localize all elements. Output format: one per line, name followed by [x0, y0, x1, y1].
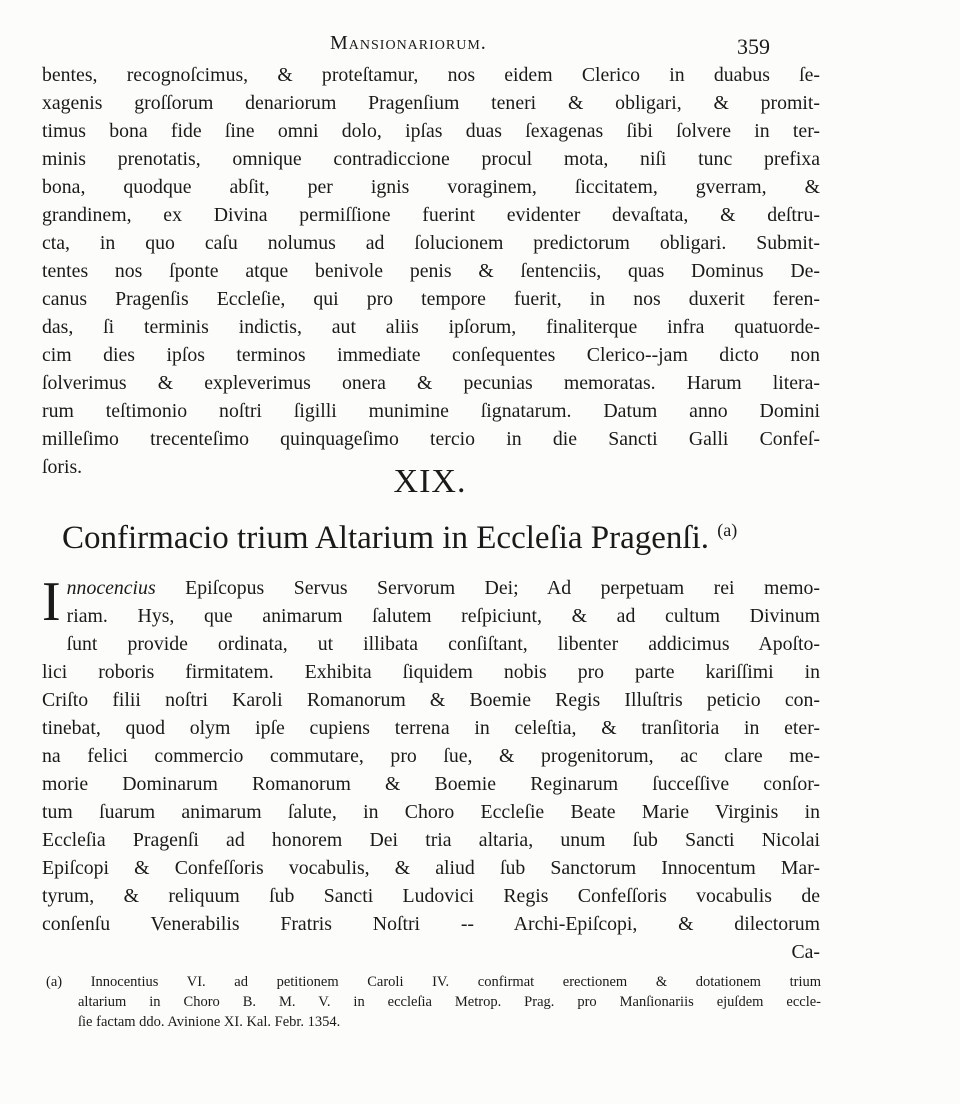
text-line: ſoris. — [42, 456, 83, 478]
document-paragraph — [42, 571, 820, 966]
footnote-line: ſie factam ddo. Avinione XI. Kal. Febr. 1354. — [78, 1014, 341, 1030]
text-line: grandinem, ex Divina permiſſione fuerint evidenter devaſtata, & deſtru- — [42, 204, 820, 226]
text-line: timus bona fide ſine omni dolo, ipſas duas ſexagenas ſibi ſolvere in ter- — [42, 120, 820, 142]
running-head: Mansionariorum. — [330, 32, 487, 54]
catchword: Ca- — [791, 941, 820, 963]
continued-paragraph — [42, 61, 820, 481]
text-line: rum teſtimonio noſtri ſigilli munimine ſignatarum. Datum anno Domini — [42, 400, 820, 422]
text-line: ſolverimus & expleverimus onera & pecunias memoratas. Harum litera- — [42, 372, 820, 394]
text-line: na felici commercio commutare, pro ſue, & progenitorum, ac clare me- — [42, 745, 820, 767]
text-line: milleſimo trecenteſimo quinquageſimo tercio in die Sancti Galli Confeſ- — [42, 428, 820, 450]
drop-cap: I — [42, 571, 61, 633]
text-line: Epiſcopi & Confeſſoris vocabulis, & aliud ſub Sanctorum Innocentum Mar- — [42, 857, 820, 879]
text-line: cta, in quo caſu nolumus ad ſolucionem predictorum obligari. Submit- — [42, 232, 820, 254]
section-title — [62, 520, 842, 557]
text-line: bona, quodque abſit, per ignis voraginem, ſiccitatem, gverram, & — [42, 176, 820, 198]
text-line: bentes, recognoſcimus, & proteſtamur, nos eidem Clerico in duabus ſe- — [42, 64, 820, 86]
line-rest: Epiſcopus Servus Servorum Dei; Ad perpetuam rei memo- — [155, 577, 820, 599]
footnote-line: altarium in Choro B. M. V. in eccleſia Metrop. Prag. pro Manſionariis ejuſdem eccle- — [78, 994, 821, 1010]
text-line: lici roboris firmitatem. Exhibita ſiquidem nobis pro parte kariſſimi in — [42, 661, 820, 683]
text-line: tentes nos ſponte atque benivole penis & ſentenciis, quas Dominus De- — [42, 260, 820, 282]
text-line: tum ſuarum animarum ſalute, in Choro Eccleſie Beate Marie Virginis in — [42, 801, 820, 823]
section-title-text: Confirmacio trium Altarium in Eccleſia Pragenſi. — [62, 520, 709, 556]
text-line: morie Dominarum Romanorum & Boemie Reginarum ſucceſſive conſor- — [42, 773, 820, 795]
text-line: Eccleſia Pragenſi ad honorem Dei tria altaria, unum ſub Sancti Nicolai — [42, 829, 820, 851]
text-line: riam. Hys, que animarum ſalutem reſpiciunt, & ad cultum Divinum — [66, 605, 820, 627]
text-line: Criſto filii noſtri Karoli Romanorum & Boemie Regis Illuſtris peticio con- — [42, 689, 820, 711]
section-number: XIX. — [393, 463, 467, 500]
text-line: canus Pragenſis Eccleſie, qui pro tempore fuerit, in nos duxerit feren- — [42, 288, 820, 310]
text-line — [67, 574, 820, 602]
footnote — [46, 972, 821, 1032]
footnote-line: (a) Innocentius VI. ad petitionem Caroli IV. confirmat erectionem & dotationem trium — [46, 974, 821, 990]
text-line: xagenis groſſorum denariorum Pragenſium teneri & obligari, & promit- — [42, 92, 820, 114]
text-line: cim dies ipſos terminos immediate conſequentes Clerico--jam dicto non — [42, 344, 820, 366]
text-line: tinebat, quod olym ipſe cupiens terrena in celeſtia, & tranſitoria in eter- — [42, 717, 820, 739]
footnote-marker: (a) — [717, 520, 738, 540]
text-line: das, ſi terminis indictis, aut aliis ipſorum, finaliterque infra quatuorde- — [42, 316, 820, 338]
text-line: minis prenotatis, omnique contradiccione procul mota, niſi tunc prefixa — [42, 148, 820, 170]
page-number: 359 — [737, 34, 770, 59]
text-line: tyrum, & reliquum ſub Sancti Ludovici Regis Confeſſoris vocabulis de — [42, 885, 820, 907]
text-line: conſenſu Venerabilis Fratris Noſtri -- Archi-Epiſcopi, & dilectorum — [42, 913, 820, 935]
opening-word: nnocencius — [66, 577, 156, 599]
text-line: ſunt provide ordinata, ut illibata conſiſtant, libenter addicimus Apoſto- — [66, 633, 820, 655]
